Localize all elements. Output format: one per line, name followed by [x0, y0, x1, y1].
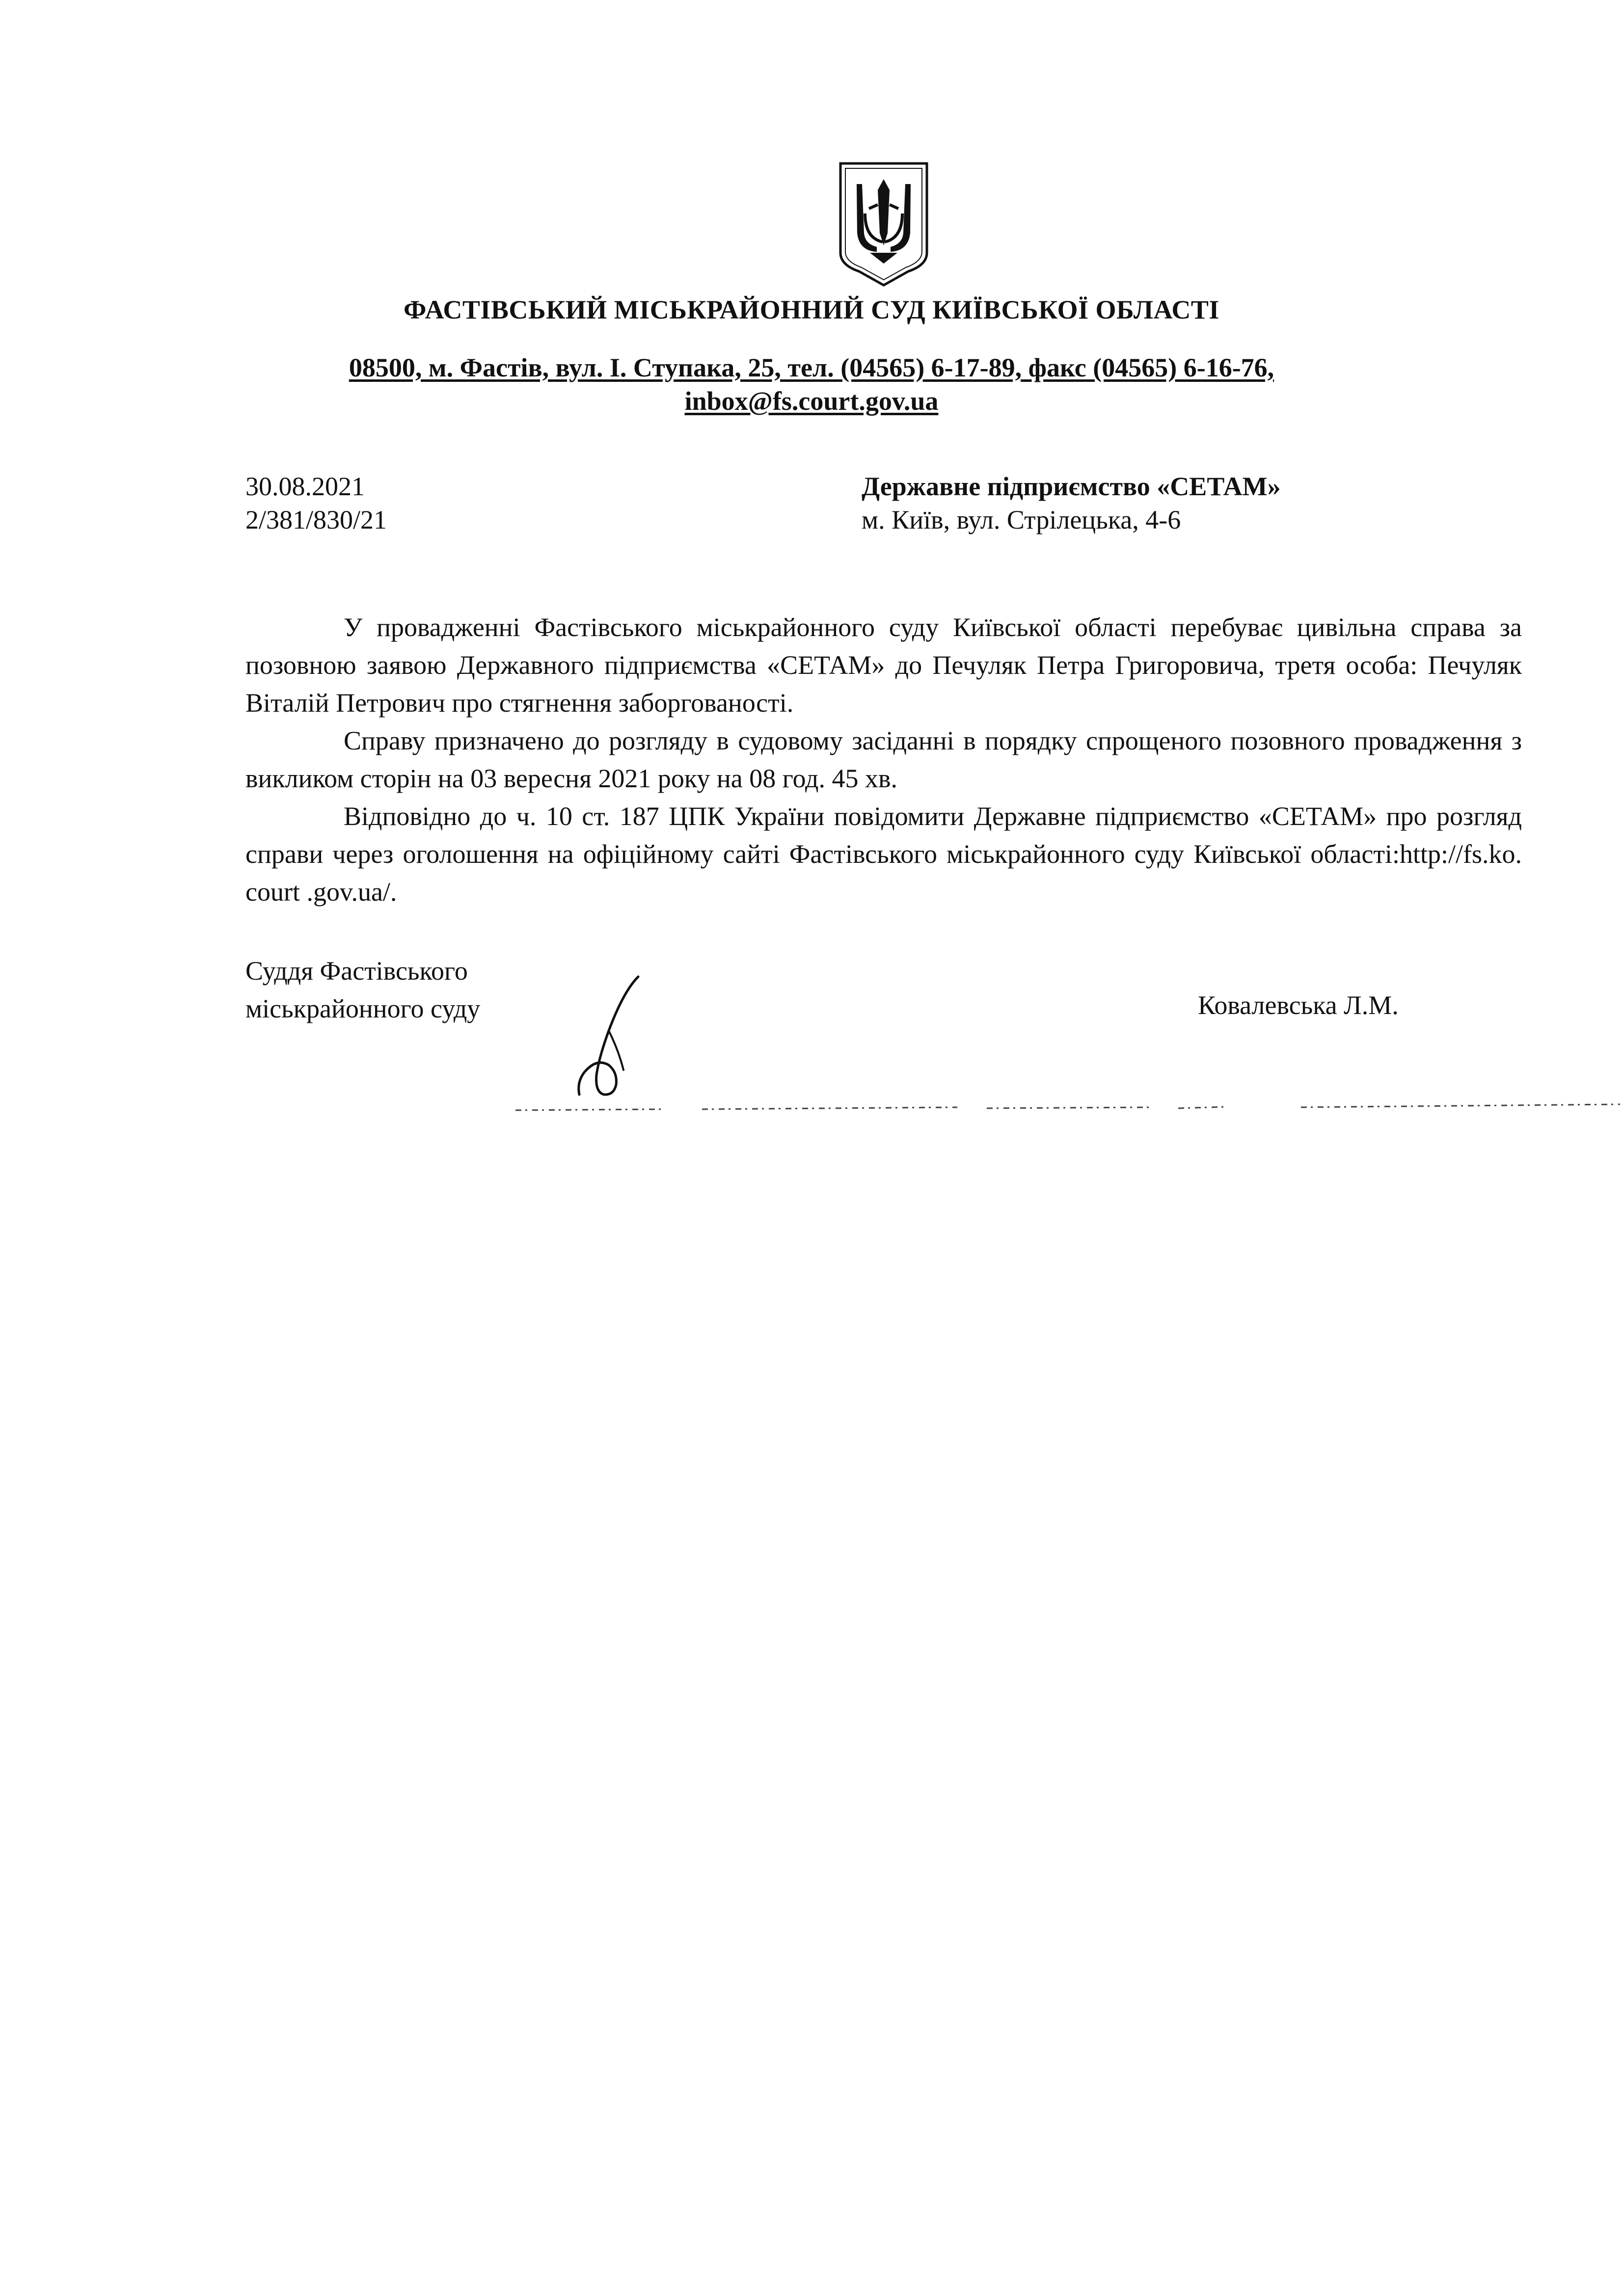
scan-artifact-line — [515, 1099, 1620, 1119]
court-address-line: 08500, м. Фастів, вул. І. Ступака, 25, тел. (04565) 6-17-89, факс (04565) 6-16-76, — [349, 353, 1274, 382]
signer-role-line: міськрайонного суду — [245, 994, 481, 1023]
handwritten-signature — [550, 972, 663, 1104]
document-number: 2/381/830/21 — [245, 505, 387, 534]
court-email: inbox@fs.court.gov.ua — [684, 386, 939, 416]
signer-role-line: Суддя Фастівського — [245, 956, 468, 986]
court-name-heading: ФАСТІВСЬКИЙ МІСЬКРАЙОННИЙ СУД КИЇВСЬКОЇ ОБЛАСТІ — [404, 295, 1219, 324]
body-paragraph: У провадженні Фастівського міськрайонного суду Київської області перебуває цивільна справа за позовною заявою Державного підприємства «СЕТАМ» до Печуляк Петра Григоровича, третя особа: Печуляк Віталій Петрович про стягнення заборгованості. — [245, 613, 1522, 718]
body-paragraph: Відповідно до ч. 10 ст. 187 ЦПК України повідомити Державне підприємство «СЕТАМ» про розгляд справи через оголошення на офіційному сайті Фастівського міськрайонного суду Київської області:http://fs.ko. court .gov.ua/. — [245, 801, 1522, 907]
addressee-name: Державне підприємство «СЕТАМ» — [862, 472, 1281, 501]
body-paragraph: Справу призначено до розгляду в судовому засіданні в порядку спрощеного позовного провадження з викликом сторін на 03 вересня 2021 року на 08 год. 45 хв. — [245, 726, 1522, 793]
document-date: 30.08.2021 — [245, 472, 365, 501]
court-contact-block — [0, 351, 1623, 418]
letter-body — [245, 609, 1522, 911]
trident-emblem-icon — [835, 160, 933, 288]
addressee-address: м. Київ, вул. Стрілецька, 4-6 — [862, 505, 1181, 534]
signer-role — [245, 952, 480, 1028]
judge-name: Ковалевська Л.М. — [1198, 990, 1399, 1020]
